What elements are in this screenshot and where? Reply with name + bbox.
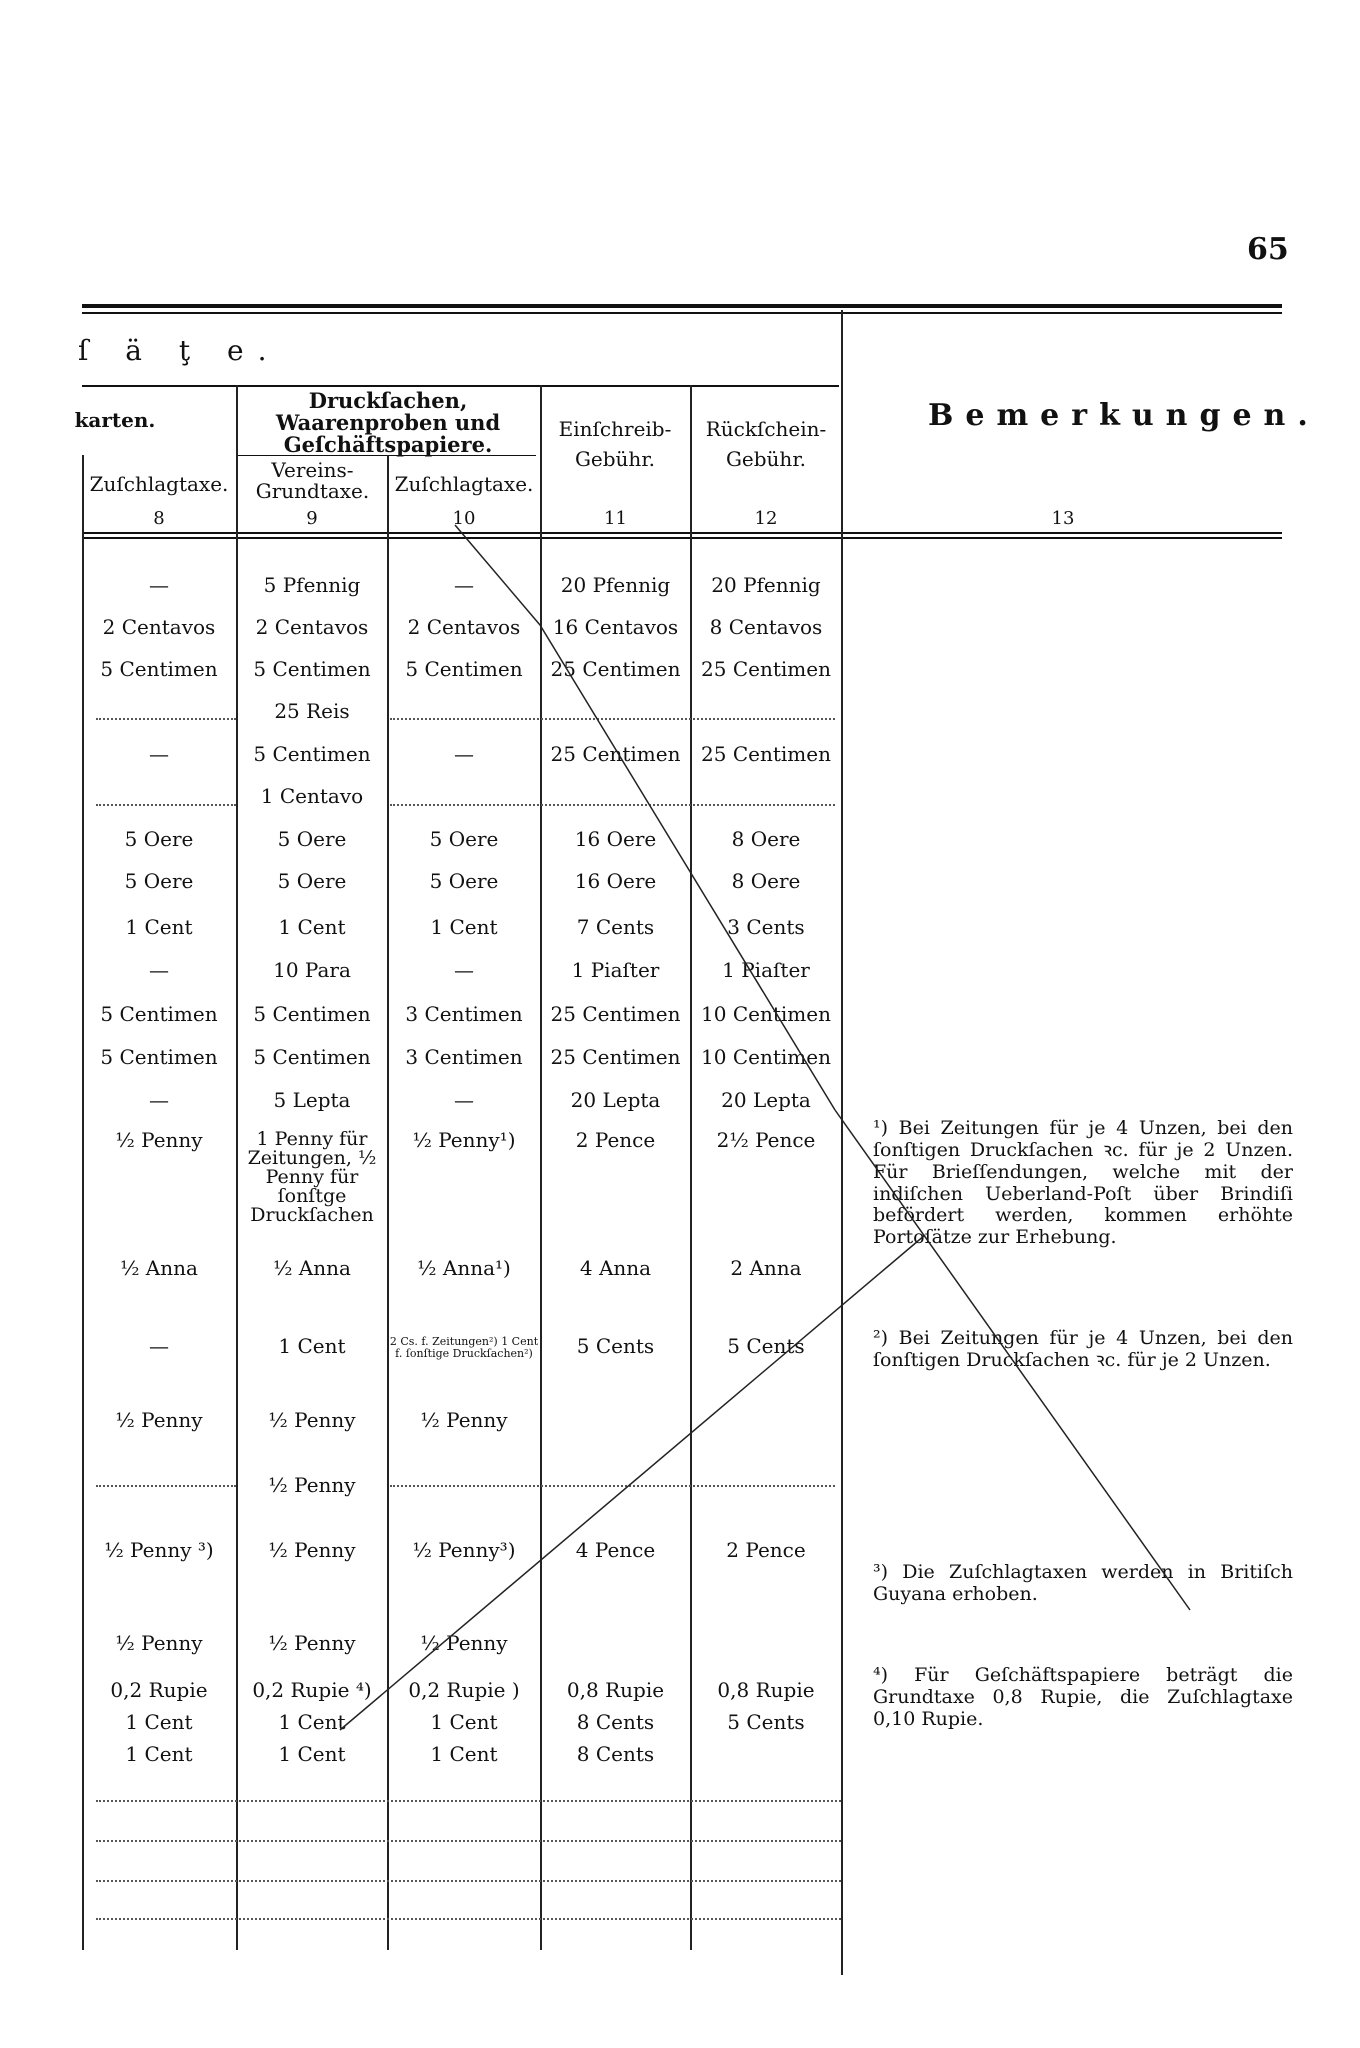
table-cell: 20 Pfennig [560, 573, 671, 597]
table-cell: 5 Centimen [100, 1002, 218, 1026]
table-cell: 20 Pfennig [711, 573, 821, 597]
table-cell: 5 Centimen [253, 657, 371, 681]
table-cell: 2½ Pence [716, 1128, 816, 1152]
table-cell: 16 Oere [574, 827, 657, 851]
note-3: ³) Die Zuſchlagtaxen werden in Britiſch Guyana erhoben. [873, 1561, 1293, 1605]
colnum-11: 11 [604, 508, 627, 529]
colnum-9: 9 [306, 508, 318, 529]
table-cell: — [149, 958, 169, 982]
note-2: ²) Bei Zeitungen für je 4 Unzen, bei den ſonſtigen Druckſachen ꝛc. für je 2 Unzen. [873, 1327, 1293, 1371]
table-cell: 5 Cents [727, 1710, 805, 1734]
table-cell: 5 Centimen [253, 742, 371, 766]
table-cell: 2 Pence [575, 1128, 656, 1152]
table-cell: 3 Centimen [405, 1002, 523, 1026]
table-cell: 7 Cents [576, 915, 655, 939]
header-col11: Einſchreib-Gebühr. [558, 417, 672, 471]
table-cell: 25 Centimen [701, 742, 831, 766]
table-cell: 16 Centavos [552, 615, 679, 639]
table-cell: 1 Cent [430, 915, 498, 939]
table-cell: 2 Centavos [255, 615, 369, 639]
table-cell: 25 Centimen [550, 657, 681, 681]
table-cell: — [149, 742, 169, 766]
table-cell: 10 Centimen [701, 1045, 831, 1069]
table-cell: — [454, 1088, 474, 1112]
table-cell: 5 Cents [576, 1334, 655, 1358]
strike-line-2 [540, 625, 835, 1110]
strike-line-4 [340, 1235, 925, 1734]
header-col13: Bemerkungen. [928, 398, 1320, 433]
table-cell: 5 Centimen [253, 1002, 371, 1026]
note-4: ⁴) Für Geſchäftspapiere beträgt die Grundtaxe 0,8 Rupie, die Zuſchlagtaxe 0,10 Rupie. [873, 1664, 1293, 1730]
table-cell: ½ Penny [420, 1631, 508, 1655]
table-cell: 8 Oere [731, 869, 801, 893]
table-cell: ½ Penny [115, 1408, 203, 1432]
table-cell: 5 Oere [124, 869, 194, 893]
table-cell: 5 Oere [277, 869, 347, 893]
page-number: 65 [1247, 232, 1289, 267]
table-cell: — [149, 1088, 169, 1112]
header-col12: Rückſchein-Gebühr. [705, 417, 827, 471]
table-cell: 1 Cent [278, 1742, 346, 1766]
table-cell: ½ Penny¹) [412, 1128, 516, 1152]
table-cell: 1 Penny für Zeitungen, ½ Penny für ſonſtge Druckſachen [247, 1128, 377, 1226]
header-druck-group: Druckſachen, Waarenproben und Geſchäftspapiere. [275, 388, 501, 458]
table-cell: 2 Centavos [102, 615, 216, 639]
note-1: ¹) Bei Zeitungen für je 4 Unzen, bei den ſonſtigen Druckſachen ꝛc. für je 2 Unzen. Für Brieſſendungen, welche mit der indiſchen Ueberland-Poſt über Brindiſi befördert werden, kommen erhöhte Portoſätze zur Erhebung. [873, 1117, 1293, 1249]
table-cell: 5 Oere [429, 827, 499, 851]
colnum-12: 12 [754, 508, 778, 529]
section-heading-fragment: ſ ä ţ e. [78, 334, 281, 367]
table-cell: ½ Penny³) [412, 1538, 516, 1562]
strike-line-3 [835, 1110, 1190, 1610]
table-cell: ½ Anna [273, 1256, 351, 1280]
table-cell: — [149, 573, 169, 597]
colnum-10: 10 [452, 508, 476, 529]
table-cell: — [454, 742, 474, 766]
table-cell: 1 Cent [278, 915, 346, 939]
table-cell: — [454, 573, 474, 597]
table-cell: 1 Cent [125, 1742, 193, 1766]
table-cell: 20 Lepta [570, 1088, 661, 1112]
table-cell: 5 Lepta [273, 1088, 351, 1112]
table-cell: ½ Penny [268, 1408, 356, 1432]
table-cell: 0,2 Rupie ⁴) [252, 1678, 372, 1702]
table-cell: ½ Anna [120, 1256, 198, 1280]
table-cell: 10 Centimen [701, 1002, 831, 1026]
table-cell: 0,2 Rupie [110, 1678, 208, 1702]
table-cell: ½ Penny ³) [104, 1538, 214, 1562]
header-col9: Vereins-Grundtaxe. [255, 458, 370, 503]
table-cell: 1 Centavo [260, 784, 364, 808]
table-cell: — [454, 958, 474, 982]
table-cell: ½ Anna¹) [417, 1256, 511, 1280]
table-cell: 8 Centavos [709, 615, 823, 639]
table-cell: 1 Cent [430, 1710, 498, 1734]
table-cell: 1 Cent [430, 1742, 498, 1766]
table-cell: 25 Centimen [550, 1045, 681, 1069]
table-cell: 8 Cents [576, 1710, 655, 1734]
table-cell: ½ Penny [115, 1128, 203, 1152]
colnum-13: 13 [1051, 508, 1075, 529]
table-cell: 5 Centimen [100, 1045, 218, 1069]
table-cell: ½ Penny [420, 1408, 508, 1432]
header-col10: Zuſchlagtaxe. [394, 472, 534, 496]
table-cell: 5 Centimen [100, 657, 218, 681]
header-col8: Zuſchlagtaxe. [89, 472, 229, 496]
table-cell: 25 Centimen [701, 657, 831, 681]
table-cell: 1 Cent [278, 1334, 346, 1358]
table-cell: 5 Cents [727, 1334, 805, 1358]
table-cell: 8 Oere [731, 827, 801, 851]
table-cell: 5 Oere [277, 827, 347, 851]
table-cell: 5 Oere [124, 827, 194, 851]
table-cell: 1 Cent [125, 1710, 193, 1734]
table-cell: 0,2 Rupie ) [408, 1678, 520, 1702]
table-cell: 10 Para [273, 958, 351, 982]
table-cell: 1 Piaſter [571, 958, 660, 982]
table-cell: 3 Cents [727, 915, 805, 939]
table-cell: 0,8 Rupie [717, 1678, 815, 1702]
table-cell: ½ Penny [115, 1631, 203, 1655]
table-cell: 2 Anna [730, 1256, 802, 1280]
header-karten: karten. [74, 408, 156, 432]
table-cell: 20 Lepta [721, 1088, 811, 1112]
table-cell: 2 Pence [726, 1538, 806, 1562]
table-cell: 3 Centimen [405, 1045, 523, 1069]
table-cell: 1 Cent [278, 1710, 346, 1734]
table-cell: 5 Centimen [405, 657, 523, 681]
table-cell: ½ Penny [268, 1538, 356, 1562]
table-cell: 25 Reis [274, 699, 350, 723]
table-cell: 1 Cent [125, 915, 193, 939]
table-cell: 4 Anna [579, 1256, 652, 1280]
table-cell: ½ Penny [268, 1473, 356, 1497]
colnum-8: 8 [153, 508, 165, 529]
table-cell: 8 Cents [576, 1742, 655, 1766]
table-cell: 2 Centavos [407, 615, 521, 639]
table-cell: 4 Pence [575, 1538, 656, 1562]
strike-line-1 [455, 525, 540, 625]
table-cell: 1 Piaſter [722, 958, 810, 982]
table-cell: 25 Centimen [550, 742, 681, 766]
table-cell: 0,8 Rupie [566, 1678, 665, 1702]
table-cell: 25 Centimen [550, 1002, 681, 1026]
table-cell: 5 Pfennig [263, 573, 361, 597]
table-cell: 16 Oere [574, 869, 657, 893]
table-cell: ½ Penny [268, 1631, 356, 1655]
table-cell: 2 Cs. f. Zeitungen²) 1 Cent f. ſonſtige Druckſachen²) [389, 1335, 539, 1361]
table-cell: 5 Oere [429, 869, 499, 893]
table-cell: 5 Centimen [253, 1045, 371, 1069]
table-cell: — [149, 1334, 169, 1358]
